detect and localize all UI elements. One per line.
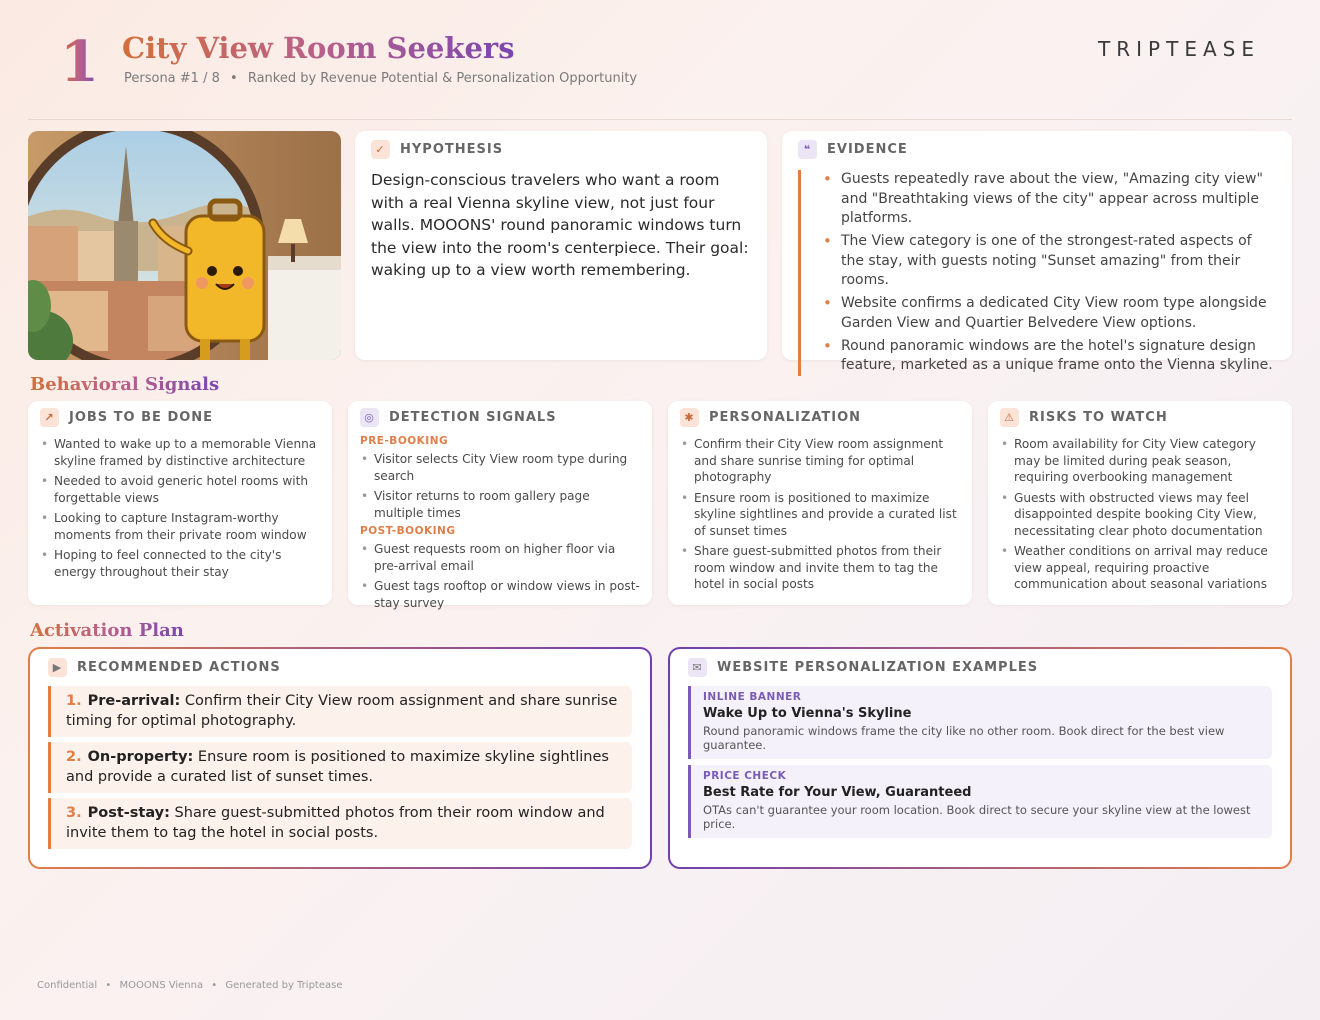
detection-card <box>348 401 652 610</box>
list-item: • Share guest-submitted photos from their room window and invite them to tag the hotel in social posts <box>680 543 960 593</box>
post-booking-list <box>360 541 640 611</box>
radar-icon: ◎ <box>360 408 379 427</box>
list-item: • Wanted to wake up to a memorable Vienna skyline framed by distinctive architecture <box>40 436 320 469</box>
example-body: Round panoramic windows frame the city like no other room. Book direct for the best view guarantee. <box>703 724 1225 752</box>
list-item: • Guest tags rooftop or window views in post-stay survey <box>360 578 640 611</box>
page-subtitle <box>124 71 637 86</box>
footer-confidential: Confidential <box>37 980 98 991</box>
footer <box>37 980 342 991</box>
jobs-label: JOBS TO BE DONE <box>69 410 214 425</box>
activation-plan-title: Activation Plan <box>30 620 184 641</box>
example-headline: Best Rate for Your View, Guaranteed <box>703 785 972 800</box>
list-item: • Guest requests room on higher floor via pre-arrival email <box>360 541 640 574</box>
list-item: • Weather conditions on arrival may reduce view appeal, requiring proactive communication about seasonal variations <box>1000 543 1280 593</box>
recommended-actions-card <box>28 647 652 869</box>
list-item: • Guests repeatedly rave about the view, "Amazing city view" and "Breathtaking views of the city" appear across multiple platforms. <box>821 170 1276 229</box>
persona-illustration-svg <box>28 131 341 360</box>
list-item: • The View category is one of the strongest-rated aspects of the stay, with guests noting "Sunset amazing" from their rooms. <box>821 232 1276 291</box>
page-title: City View Room Seekers <box>122 31 515 65</box>
list-item: • Round panoramic windows are the hotel's signature design feature, marketed as a unique frame onto the Vienna skyline. <box>821 337 1276 376</box>
pre-booking-label: PRE-BOOKING <box>360 435 449 447</box>
hypothesis-card <box>355 131 767 360</box>
risks-header <box>1000 408 1280 427</box>
list-item: • Visitor returns to room gallery page multiple times <box>360 488 640 521</box>
recommended-actions-label: RECOMMENDED ACTIONS <box>77 660 281 675</box>
warning-icon: ⚠ <box>1000 408 1019 427</box>
asterisk-icon: ✱ <box>680 408 699 427</box>
behavioral-signals-title: Behavioral Signals <box>30 374 220 395</box>
evidence-card <box>782 131 1292 373</box>
example-type: INLINE BANNER <box>703 691 802 703</box>
action-item <box>48 742 632 793</box>
example-type: PRICE CHECK <box>703 770 787 782</box>
action-number: 1. <box>66 693 82 709</box>
list-item: • Hoping to feel connected to the city's energy throughout their stay <box>40 547 320 580</box>
mail-icon: ✉ <box>688 658 707 677</box>
risks-label: RISKS TO WATCH <box>1029 410 1168 425</box>
header-divider <box>28 119 1292 120</box>
action-text: Ensure room is positioned to maximize skyline sightlines and provide a curated list of sunset times. <box>66 749 609 785</box>
post-booking-label: POST-BOOKING <box>360 525 456 537</box>
action-text: Confirm their City View room assignment and share sunrise timing for optimal photography. <box>66 693 618 729</box>
example-body: OTAs can't guarantee your room location. Book direct to secure your skyline view at the lowest price. <box>703 803 1251 831</box>
list-item: • Website confirms a dedicated City View room type alongside Garden View and Quartier Belvedere View options. <box>821 294 1276 333</box>
example-headline: Wake Up to Vienna's Skyline <box>703 706 912 721</box>
evidence-label: EVIDENCE <box>827 142 908 157</box>
evidence-header <box>798 140 1276 159</box>
website-examples-header <box>688 658 1272 677</box>
action-title: Pre-arrival: <box>87 693 181 709</box>
recommended-actions-header <box>48 658 632 677</box>
footer-separator: • <box>105 980 112 991</box>
action-item <box>48 798 632 849</box>
jobs-card <box>28 401 332 605</box>
subtitle-separator: • <box>230 71 238 86</box>
risks-card <box>988 401 1292 605</box>
example-item <box>688 765 1272 838</box>
evidence-list <box>798 170 1276 376</box>
action-text: Share guest-submitted photos from their room window and invite them to tag the hotel in social posts. <box>66 805 605 841</box>
hypothesis-label: HYPOTHESIS <box>400 142 504 157</box>
list-item: • Needed to avoid generic hotel rooms with forgettable views <box>40 473 320 506</box>
list-item: • Guests with obstructed views may feel disappointed despite booking City View, necessitating clear photo documentation <box>1000 490 1280 540</box>
website-examples-label: WEBSITE PERSONALIZATION EXAMPLES <box>717 660 1039 675</box>
action-number: 2. <box>66 749 82 765</box>
brand-logo: TRIPTEASE <box>1098 37 1260 61</box>
check-icon: ✓ <box>371 140 390 159</box>
footer-separator: • <box>211 980 218 991</box>
list-item: • Ensure room is positioned to maximize skyline sightlines and provide a curated list of sunset times <box>680 490 960 540</box>
jobs-list <box>40 436 320 580</box>
footer-hotel: MOOONS Vienna <box>119 980 204 991</box>
list-item: • Room availability for City View category may be limited during peak season, requiring overbooking management <box>1000 436 1280 486</box>
hypothesis-header <box>371 140 751 159</box>
list-item: • Looking to capture Instagram-worthy moments from their private room window <box>40 510 320 543</box>
example-item <box>688 686 1272 759</box>
footer-generated: Generated by Triptease <box>225 980 343 991</box>
persona-number: 1 <box>60 29 99 95</box>
play-icon: ▶ <box>48 658 67 677</box>
detection-header <box>360 408 640 427</box>
risks-list <box>1000 436 1280 593</box>
website-examples-card <box>668 647 1292 869</box>
persona-label: Persona #1 / 8 <box>124 71 220 86</box>
detection-label: DETECTION SIGNALS <box>389 410 557 425</box>
list-item: • Visitor selects City View room type during search <box>360 451 640 484</box>
list-item: • Confirm their City View room assignment and share sunrise timing for optimal photography <box>680 436 960 486</box>
personalization-label: PERSONALIZATION <box>709 410 862 425</box>
personalization-card <box>668 401 972 605</box>
jobs-header <box>40 408 320 427</box>
arrow-up-right-icon: ↗ <box>40 408 59 427</box>
action-number: 3. <box>66 805 82 821</box>
action-item <box>48 686 632 737</box>
action-title: On-property: <box>87 749 194 765</box>
action-title: Post-stay: <box>87 805 170 821</box>
persona-illustration <box>28 131 341 360</box>
hypothesis-text: Design-conscious travelers who want a room with a real Vienna skyline view, not just four walls. MOOONS' round panoramic windows turn the view into the room's centerpiece. Their goal: waking up to a view worth remembering. <box>371 171 749 280</box>
quote-icon: ❝ <box>798 140 817 159</box>
ranking-label: Ranked by Revenue Potential & Personalization Opportunity <box>247 71 638 86</box>
personalization-header <box>680 408 960 427</box>
personalization-list <box>680 436 960 593</box>
pre-booking-list <box>360 451 640 521</box>
